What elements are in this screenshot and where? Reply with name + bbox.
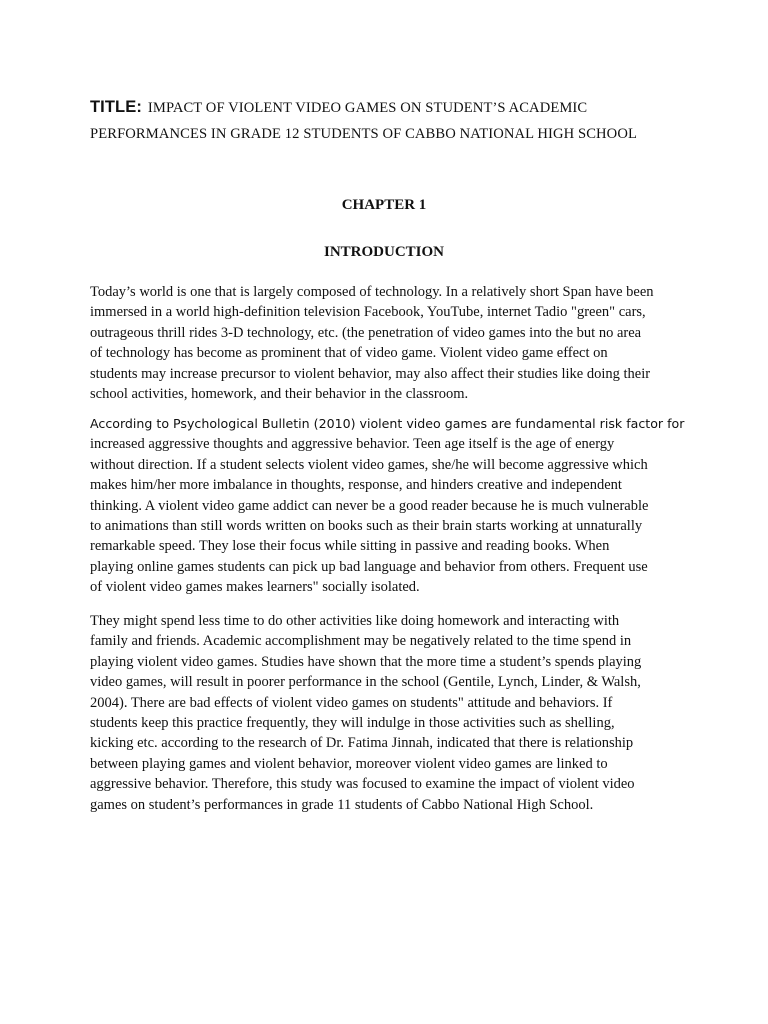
chapter-heading: CHAPTER 1 (341, 197, 427, 213)
text-line: students may increase precursor to violent behavior, may also affect their studies like doing their (90, 365, 651, 382)
text-line: aggressive behavior. Therefore, this study was focused to examine the impact of violent video (90, 776, 635, 793)
section-heading: INTRODUCTION (323, 244, 444, 260)
text-line: games on student’s performances in grade 11 students of Cabbo National High School. (90, 796, 594, 813)
paragraph-2 (90, 414, 690, 598)
paragraph-1 (90, 282, 690, 404)
title-label: TITLE: (90, 98, 142, 116)
text-line: school activities, homework, and their behavior in the classroom. (90, 386, 469, 403)
text-line: They might spend less time to do other activities like doing homework and interacting with (90, 613, 620, 629)
title-line (90, 94, 690, 121)
text-line: makes him/her more imbalance in thoughts, response, and hinders creative and independent (90, 477, 622, 494)
text-line: immersed in a world high-definition television Facebook, YouTube, internet Tadio "green" cars, (90, 304, 646, 321)
paragraph-3 (90, 611, 690, 815)
text-line: students keep this practice frequently, they will indulge in those activities such as shelling, (90, 715, 615, 732)
text-line: According to Psychological Bulletin (2010) violent video games are fundamental risk factor for (90, 416, 685, 431)
text-line: outrageous thrill rides 3-D technology, etc. (the penetration of video games into the but no area (90, 324, 642, 341)
text-line: of technology has become as prominent that of video game. Violent video game effect on (90, 345, 608, 362)
document-title (90, 94, 690, 147)
text-line: without direction. If a student selects violent video games, she/he will become aggressive which (90, 456, 648, 473)
text-line: remarkable speed. They lose their focus while sitting in passive and reading books. When (90, 538, 610, 555)
text-line: video games, will result in poorer performance in the school (Gentile, Lynch, Linder, & Walsh, (90, 674, 641, 691)
title-text: IMPACT OF VIOLENT VIDEO GAMES ON STUDENT’S ACADEMIC (147, 100, 588, 116)
text-line: Today’s world is one that is largely composed of technology. In a relatively short Span have been (90, 284, 654, 300)
text-line: between playing games and violent behavior, moreover violent video games are linked to (90, 755, 608, 772)
text-line: of violent video games makes learners" socially isolated. (90, 579, 420, 596)
text-line: thinking. A violent video game addict can never be a good reader because he is much vulnerable (90, 497, 649, 514)
text-line: kicking etc. according to the research of Dr. Fatima Jinnah, indicated that there is relationship (90, 735, 634, 752)
text-line: to animations than still words written on books such as their brain starts working at unnaturally (90, 518, 643, 535)
text-line: playing violent video games. Studies have shown that the more time a student’s spends playing (90, 653, 642, 670)
text-line: 2004). There are bad effects of violent video games on students" attitude and behaviors. If (90, 694, 613, 711)
text-line: family and friends. Academic accomplishment may be negatively related to the time spend in (90, 633, 632, 650)
text-line: playing online games students can pick up bad language and behavior from others. Frequent use (90, 558, 648, 575)
text-line: increased aggressive thoughts and aggressive behavior. Teen age itself is the age of energy (90, 436, 615, 453)
title-line: PERFORMANCES IN GRADE 12 STUDENTS OF CABBO NATIONAL HIGH SCHOOL (90, 126, 637, 142)
